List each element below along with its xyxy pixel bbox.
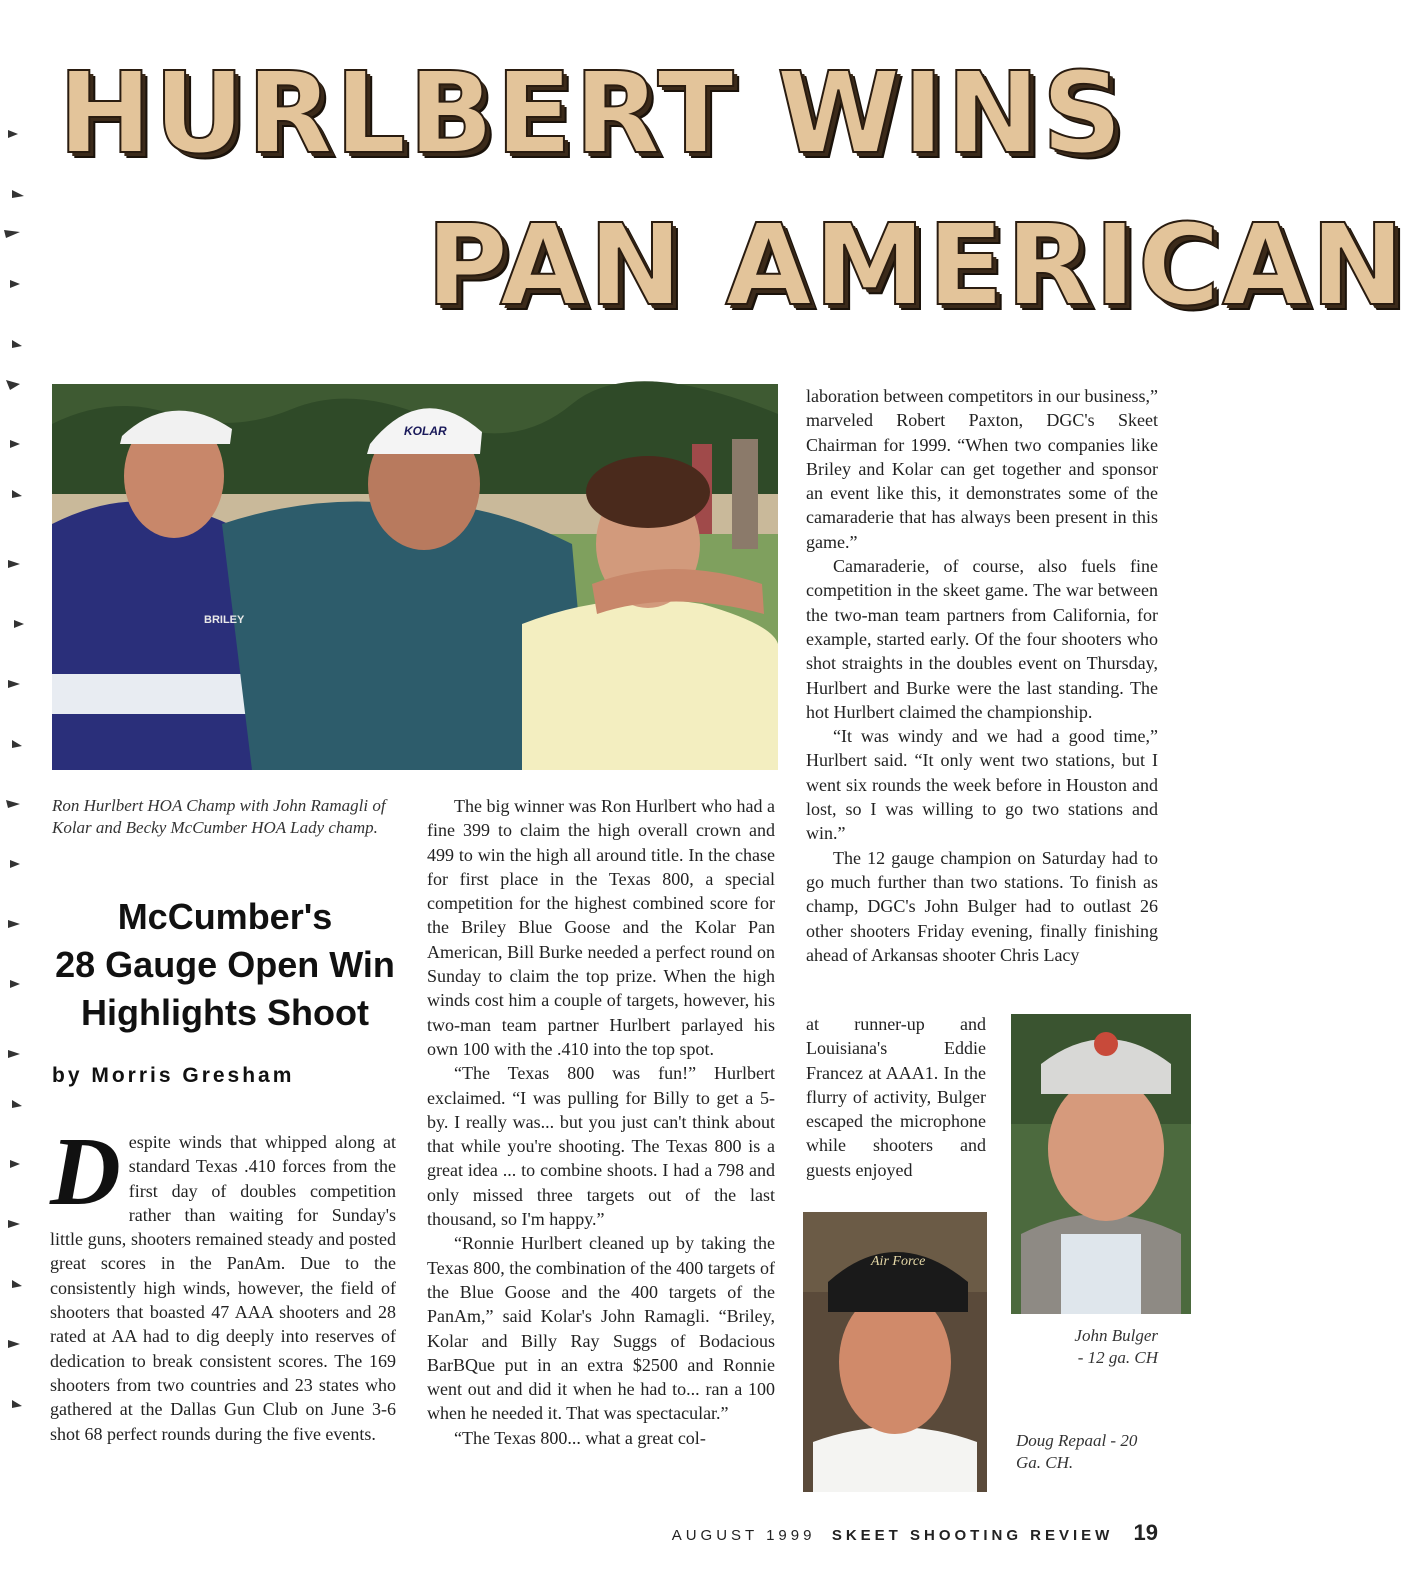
paragraph-6: laboration between competitors in our business,” marveled Robert Paxton, DGC's Skeet Chairman for 1999. “When two companies like Briley and Kolar can get together and sponsor an event like this, it demonstrates some of the camaraderie that has always been present in this game.” bbox=[806, 386, 1158, 552]
paragraph-9: The 12 gauge champion on Saturday had to go much further than two stations. To finish as champ, DGC's John Bulger had to outlast 26 other shooters Friday evening, finally finishing ahead of Arkansas shooter Chris Lacy bbox=[806, 847, 1158, 965]
paragraph-8: “It was windy and we had a good time,” Hurlbert said. “It only went two stations, but I went six rounds the week before in Houston and lost, so I was willing to go two stations and win.” bbox=[806, 726, 1158, 844]
paragraph-2: The big winner was Ron Hurlbert who had a fine 399 to claim the high overall crown and 499 to win the high all around title. In the chase for first place in the Texas 800, a special competition for the highest combined score for the Briley Blue Goose and the Kolar Pan American, Bill Burke needed a perfect round on Sunday to claim the top prize. When the high winds cost him a couple of targets, however, his two-man team partner Hurlbert parlayed his own 100 with the .410 into the top spot. bbox=[427, 796, 775, 1059]
footer-month: AUGUST 1999 bbox=[671, 1527, 816, 1544]
air-force-cap-text: Air Force bbox=[871, 1254, 926, 1269]
page-footer bbox=[672, 1520, 1158, 1546]
briley-cap-text: BRILEY bbox=[204, 614, 245, 626]
article-column-3-narrow bbox=[806, 1012, 986, 1182]
binding-marks bbox=[0, 40, 40, 1460]
repaal-caption-line-1: Doug Repaal - 20 bbox=[1016, 1431, 1138, 1450]
bulger-caption-line-2: - 12 ga. CH bbox=[1077, 1348, 1158, 1367]
bulger-caption-line-1: John Bulger bbox=[1074, 1326, 1158, 1345]
repaal-caption-line-2: Ga. CH. bbox=[1016, 1453, 1074, 1472]
bulger-caption bbox=[1030, 1325, 1158, 1369]
drop-cap: D bbox=[50, 1118, 121, 1226]
paragraph-1: espite winds that whipped along at standard Texas .410 forces from the first day of doubles competition rather than waiting for Sunday's little guns, shooters remained steady and posted great scores in the PanAm. Due to the consistently high winds, however, the field of shooters that boasted 47 AAA shooters and 28 rated at AA had to dig deeply into reserves of dedication to break consistent scores. The 169 shooters from two countries and 23 states who gathered at the Dallas Gun Club on June 3-6 shot 68 perfect rounds during the five events. bbox=[50, 1132, 396, 1444]
paragraph-4: “Ronnie Hurlbert cleaned up by taking the Texas 800, the combination of the 400 targets of the Blue Goose and the 400 targets of the PanAm,” said Kolar's John Ramagli. “Briley, Kolar and Billy Ray Suggs of Bodacious BarBQue put in an extra $2500 and Ronnie went out and did it when he had to... ran a 100 when he needed it. That was spectacular.” bbox=[427, 1233, 775, 1424]
paragraph-7: Camaraderie, of course, also fuels fine competition in the skeet game. The war between the two-man team partners from California, for example, started early. Of the four shooters who shot straights in the doubles event on Thursday, Hurlbert and Burke were the last standing. The hot Hurlbert claimed the championship. bbox=[806, 556, 1158, 722]
subhead-line-2: 28 Gauge Open Win bbox=[55, 944, 395, 985]
kolar-cap-text: KOLAR bbox=[404, 424, 447, 438]
article-column-3 bbox=[806, 384, 1158, 967]
repaal-photo bbox=[803, 1212, 987, 1492]
article-column-1 bbox=[50, 1118, 396, 1446]
subhead-line-3: Highlights Shoot bbox=[81, 992, 369, 1033]
page-number: 19 bbox=[1133, 1520, 1158, 1545]
subhead bbox=[50, 893, 400, 1037]
headline-line-2: PAN AMERICAN bbox=[426, 201, 1406, 331]
repaal-caption bbox=[1016, 1430, 1166, 1474]
paragraph-5: “The Texas 800... what a great col- bbox=[454, 1427, 706, 1448]
main-photo-caption: Ron Hurlbert HOA Champ with John Ramagli of Kolar and Becky McCumber HOA Lady champ. bbox=[52, 796, 386, 837]
group-photo bbox=[52, 384, 778, 770]
paragraph-10: at runner-up and Louisiana's Eddie Francez at AAA1. In the flurry of activity, Bulger escaped the microphone while shooters and guests enjoyed bbox=[806, 1014, 986, 1180]
article-column-2 bbox=[427, 794, 775, 1450]
subhead-line-1: McCumber's bbox=[117, 896, 333, 937]
paragraph-3: “The Texas 800 was fun!” Hurlbert exclaimed. “I was pulling for Billy to get a 5-by. I really was... but you just can't think about that while you're shooting. The Texas 800 is a great idea ... to combine shoots. I had a 798 and only missed three targets out of the last thousand, so I'm happy.” bbox=[427, 1063, 775, 1230]
footer-magazine: SKEET SHOOTING REVIEW bbox=[831, 1527, 1114, 1544]
byline: by Morris Gresham bbox=[52, 1064, 295, 1087]
bulger-photo bbox=[1011, 1014, 1191, 1314]
headline-line-1: HURLBERT WINS bbox=[58, 49, 1125, 179]
